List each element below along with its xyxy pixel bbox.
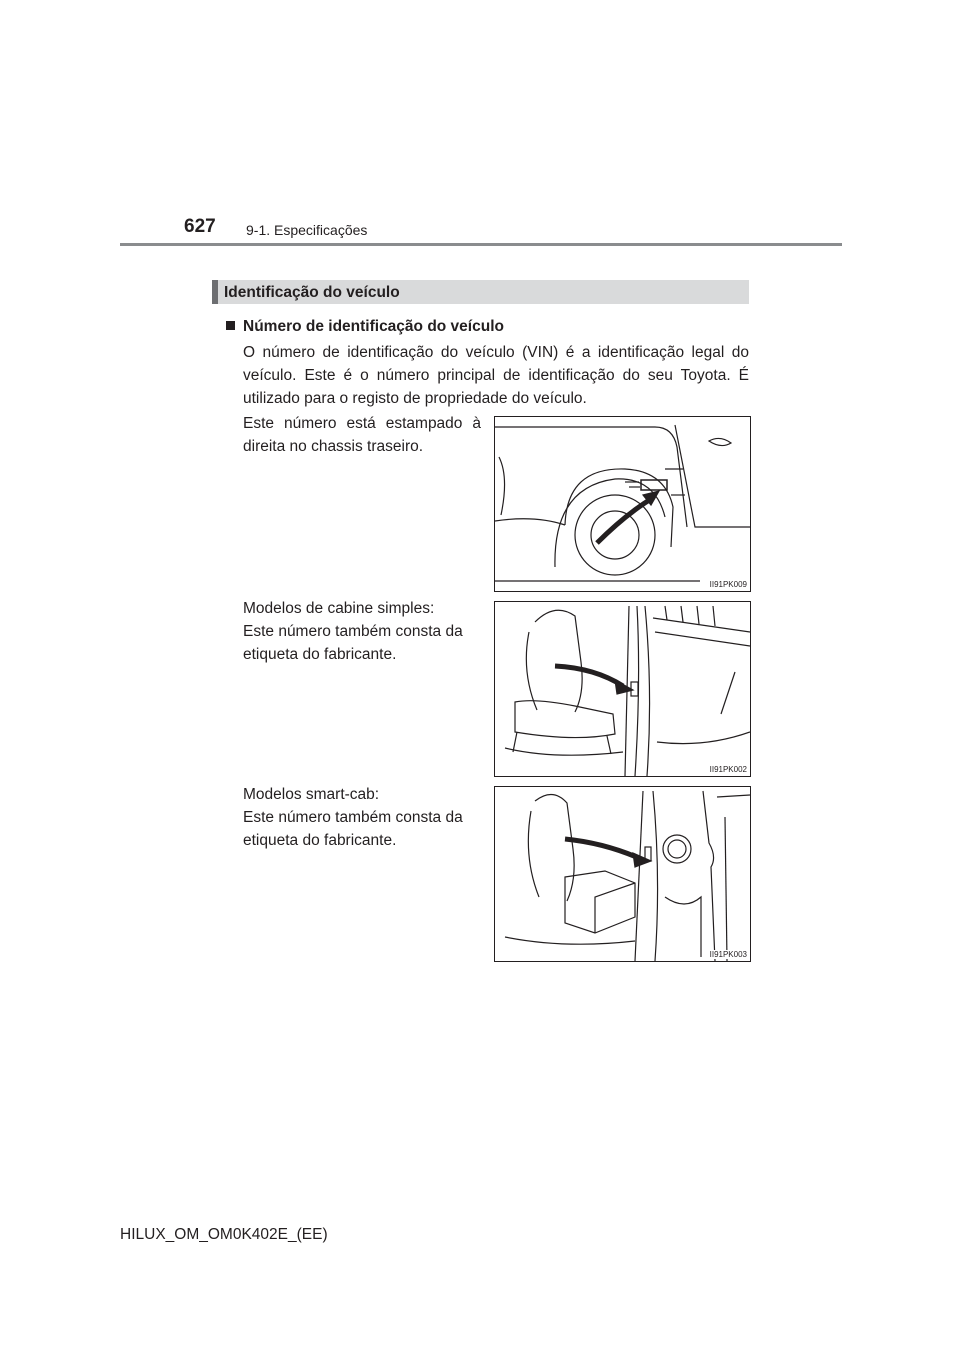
- item-text-2: [243, 597, 481, 666]
- intro-paragraph: O número de identificação do veículo (VIN) é a identificação legal do veículo. Este é o número principal de identificação do seu Toyota. É utilizado para o registo de propriedade do veículo.: [243, 344, 749, 407]
- banner-bar: [212, 280, 218, 304]
- header-rule: [120, 243, 842, 246]
- rear-chassis-illustration: [495, 417, 750, 591]
- item-text-1: [243, 412, 481, 458]
- single-cab-illustration: [495, 602, 750, 776]
- subheading-text: Número de identificação do veículo: [243, 318, 504, 335]
- figure-smart-cab: [494, 786, 751, 962]
- figure-code: II91PK003: [709, 950, 747, 959]
- banner-title: Identificação do veículo: [224, 284, 400, 301]
- item-text-line: Modelos smart-cab:: [243, 786, 380, 803]
- item-text-line: Modelos de cabine simples:: [243, 600, 435, 617]
- item-text-line: Este número também consta da etiqueta do fabricante.: [243, 809, 463, 849]
- item-text-line: Este número está estampado à direita no chassis traseiro.: [243, 415, 481, 455]
- item-text-line: Este número também consta da etiqueta do fabricante.: [243, 623, 463, 663]
- page-number: 627: [184, 216, 216, 237]
- section-title: 9-1. Especificações: [246, 222, 368, 238]
- section-banner: [212, 280, 749, 304]
- square-bullet-icon: [226, 321, 235, 330]
- subheading: [226, 318, 504, 336]
- footer-doc-id: HILUX_OM_OM0K402E_(EE): [120, 1226, 328, 1243]
- figure-code: II91PK009: [709, 580, 747, 589]
- smart-cab-illustration: [495, 787, 750, 961]
- item-text-3: [243, 783, 481, 852]
- figure-rear-chassis: [494, 416, 751, 592]
- figure-single-cab: [494, 601, 751, 777]
- figure-code: II91PK002: [709, 765, 747, 774]
